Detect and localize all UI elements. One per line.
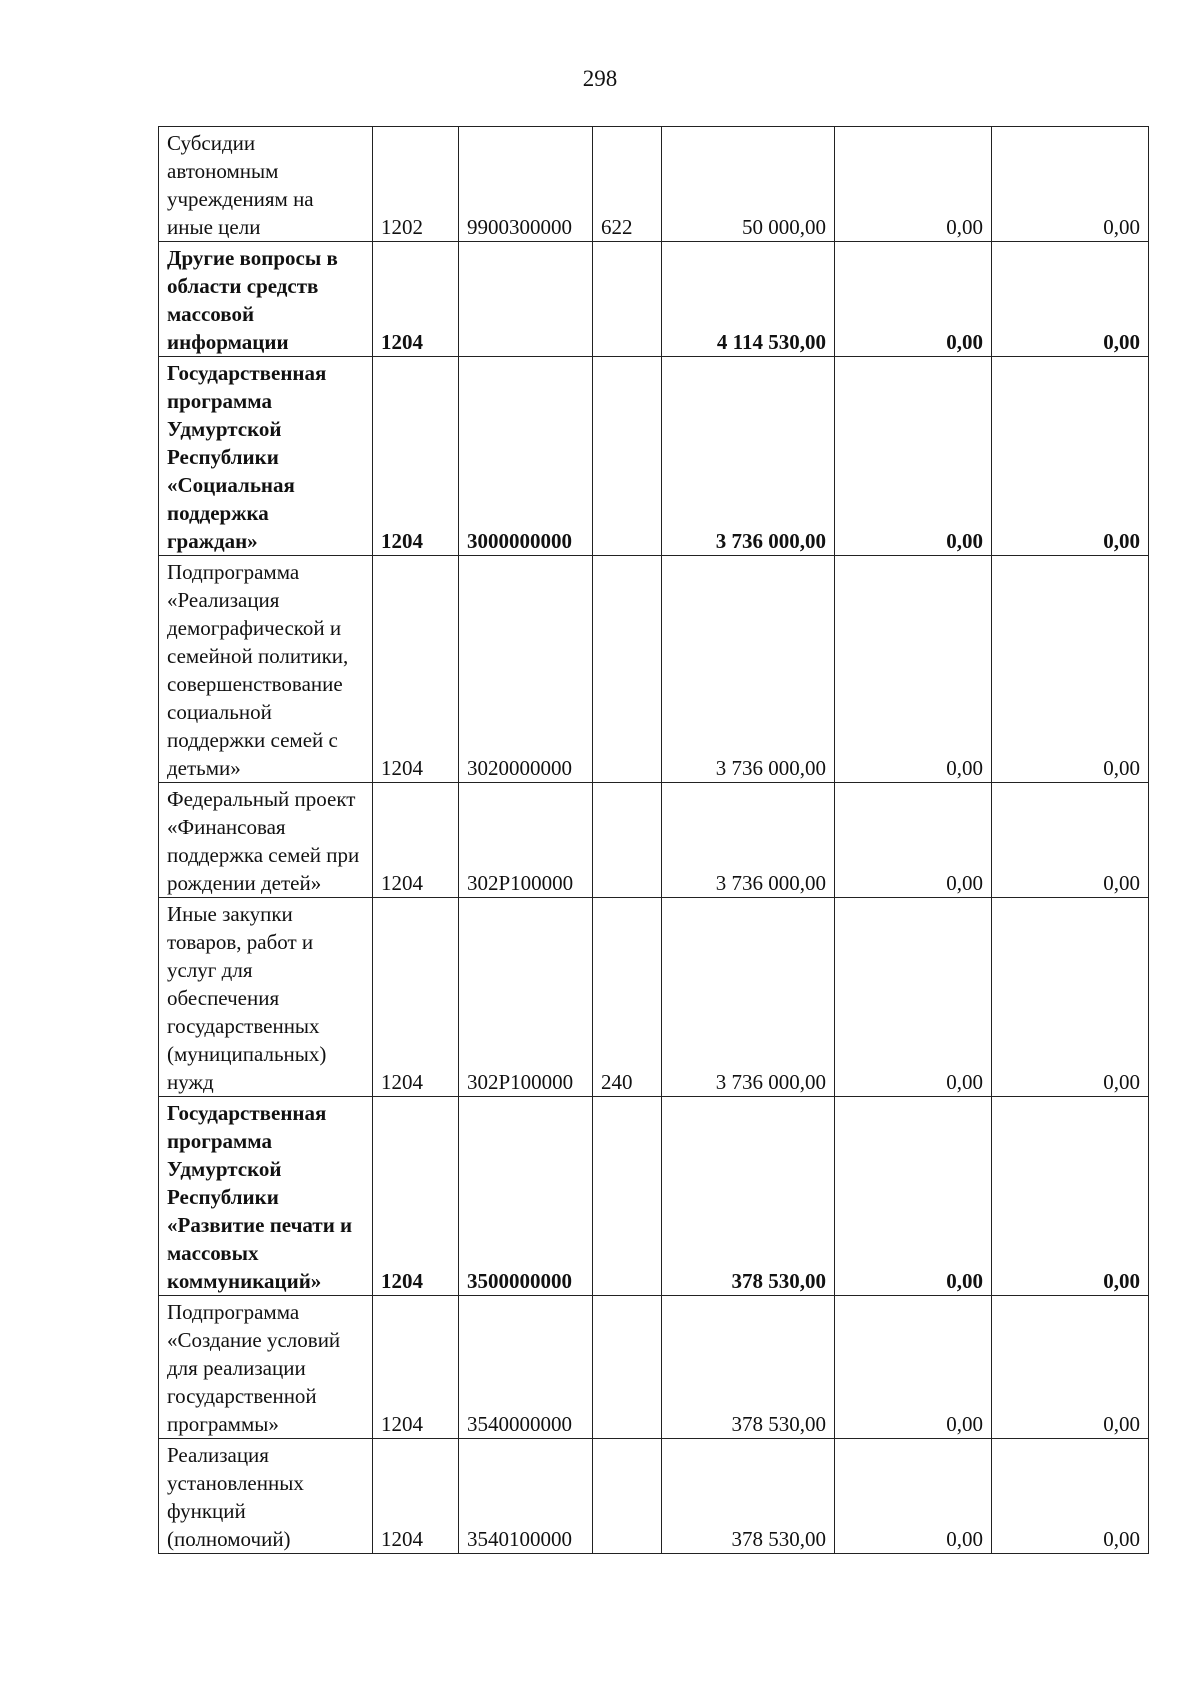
row-name: Государственная программа Удмуртской Республики «Социальная поддержка граждан»: [159, 357, 373, 556]
table-row: [159, 242, 1149, 357]
amount-year-3: 0,00: [992, 1439, 1149, 1554]
table-row: [159, 127, 1149, 242]
budget-table: [158, 126, 1149, 1554]
target-code: 3500000000: [459, 1097, 593, 1296]
section-code: 1204: [373, 242, 459, 357]
section-code: 1204: [373, 1439, 459, 1554]
amount-year-1: 4 114 530,00: [662, 242, 835, 357]
row-name: Федеральный проект «Финансовая поддержка семей при рождении детей»: [159, 783, 373, 898]
target-code: [459, 242, 593, 357]
table-row: [159, 1296, 1149, 1439]
amount-year-3: 0,00: [992, 242, 1149, 357]
amount-year-1: 3 736 000,00: [662, 783, 835, 898]
amount-year-2: 0,00: [835, 242, 992, 357]
amount-year-3: 0,00: [992, 127, 1149, 242]
table-row: [159, 898, 1149, 1097]
row-name: Иные закупки товаров, работ и услуг для обеспечения государственных (муниципальных) нужд: [159, 898, 373, 1097]
table-row: [159, 783, 1149, 898]
table-row: [159, 1097, 1149, 1296]
amount-year-1: 378 530,00: [662, 1296, 835, 1439]
amount-year-3: 0,00: [992, 783, 1149, 898]
section-code: 1204: [373, 1097, 459, 1296]
section-code: 1204: [373, 357, 459, 556]
row-name: Другие вопросы в области средств массовой информации: [159, 242, 373, 357]
amount-year-2: 0,00: [835, 127, 992, 242]
amount-year-3: 0,00: [992, 357, 1149, 556]
expense-code: [593, 556, 662, 783]
amount-year-3: 0,00: [992, 1296, 1149, 1439]
amount-year-2: 0,00: [835, 556, 992, 783]
amount-year-1: 378 530,00: [662, 1097, 835, 1296]
amount-year-3: 0,00: [992, 556, 1149, 783]
expense-code: 622: [593, 127, 662, 242]
amount-year-2: 0,00: [835, 783, 992, 898]
row-name: Подпрограмма «Создание условий для реализации государственной программы»: [159, 1296, 373, 1439]
section-code: 1204: [373, 1296, 459, 1439]
expense-code: [593, 783, 662, 898]
amount-year-2: 0,00: [835, 357, 992, 556]
expense-code: [593, 1296, 662, 1439]
row-name: Подпрограмма «Реализация демографической и семейной политики, совершенствование социальной поддержки семей с детьми»: [159, 556, 373, 783]
row-name: Реализация установленных функций (полномочий): [159, 1439, 373, 1554]
row-name: Государственная программа Удмуртской Республики «Развитие печати и массовых коммуникаций»: [159, 1097, 373, 1296]
amount-year-2: 0,00: [835, 898, 992, 1097]
amount-year-3: 0,00: [992, 898, 1149, 1097]
section-code: 1202: [373, 127, 459, 242]
target-code: 302P100000: [459, 783, 593, 898]
amount-year-3: 0,00: [992, 1097, 1149, 1296]
expense-code: [593, 242, 662, 357]
amount-year-1: 3 736 000,00: [662, 357, 835, 556]
section-code: 1204: [373, 783, 459, 898]
table-row: [159, 1439, 1149, 1554]
amount-year-1: 3 736 000,00: [662, 556, 835, 783]
amount-year-2: 0,00: [835, 1439, 992, 1554]
row-name: Субсидии автономным учреждениям на иные цели: [159, 127, 373, 242]
target-code: 3540100000: [459, 1439, 593, 1554]
expense-code: 240: [593, 898, 662, 1097]
target-code: 9900300000: [459, 127, 593, 242]
amount-year-1: 378 530,00: [662, 1439, 835, 1554]
page-number: 298: [582, 66, 618, 91]
amount-year-1: 50 000,00: [662, 127, 835, 242]
target-code: 3000000000: [459, 357, 593, 556]
expense-code: [593, 1097, 662, 1296]
amount-year-2: 0,00: [835, 1296, 992, 1439]
amount-year-1: 3 736 000,00: [662, 898, 835, 1097]
expense-code: [593, 1439, 662, 1554]
table-row: [159, 556, 1149, 783]
expense-code: [593, 357, 662, 556]
section-code: 1204: [373, 556, 459, 783]
amount-year-2: 0,00: [835, 1097, 992, 1296]
target-code: 3020000000: [459, 556, 593, 783]
table-row: [159, 357, 1149, 556]
target-code: 302P100000: [459, 898, 593, 1097]
target-code: 3540000000: [459, 1296, 593, 1439]
section-code: 1204: [373, 898, 459, 1097]
